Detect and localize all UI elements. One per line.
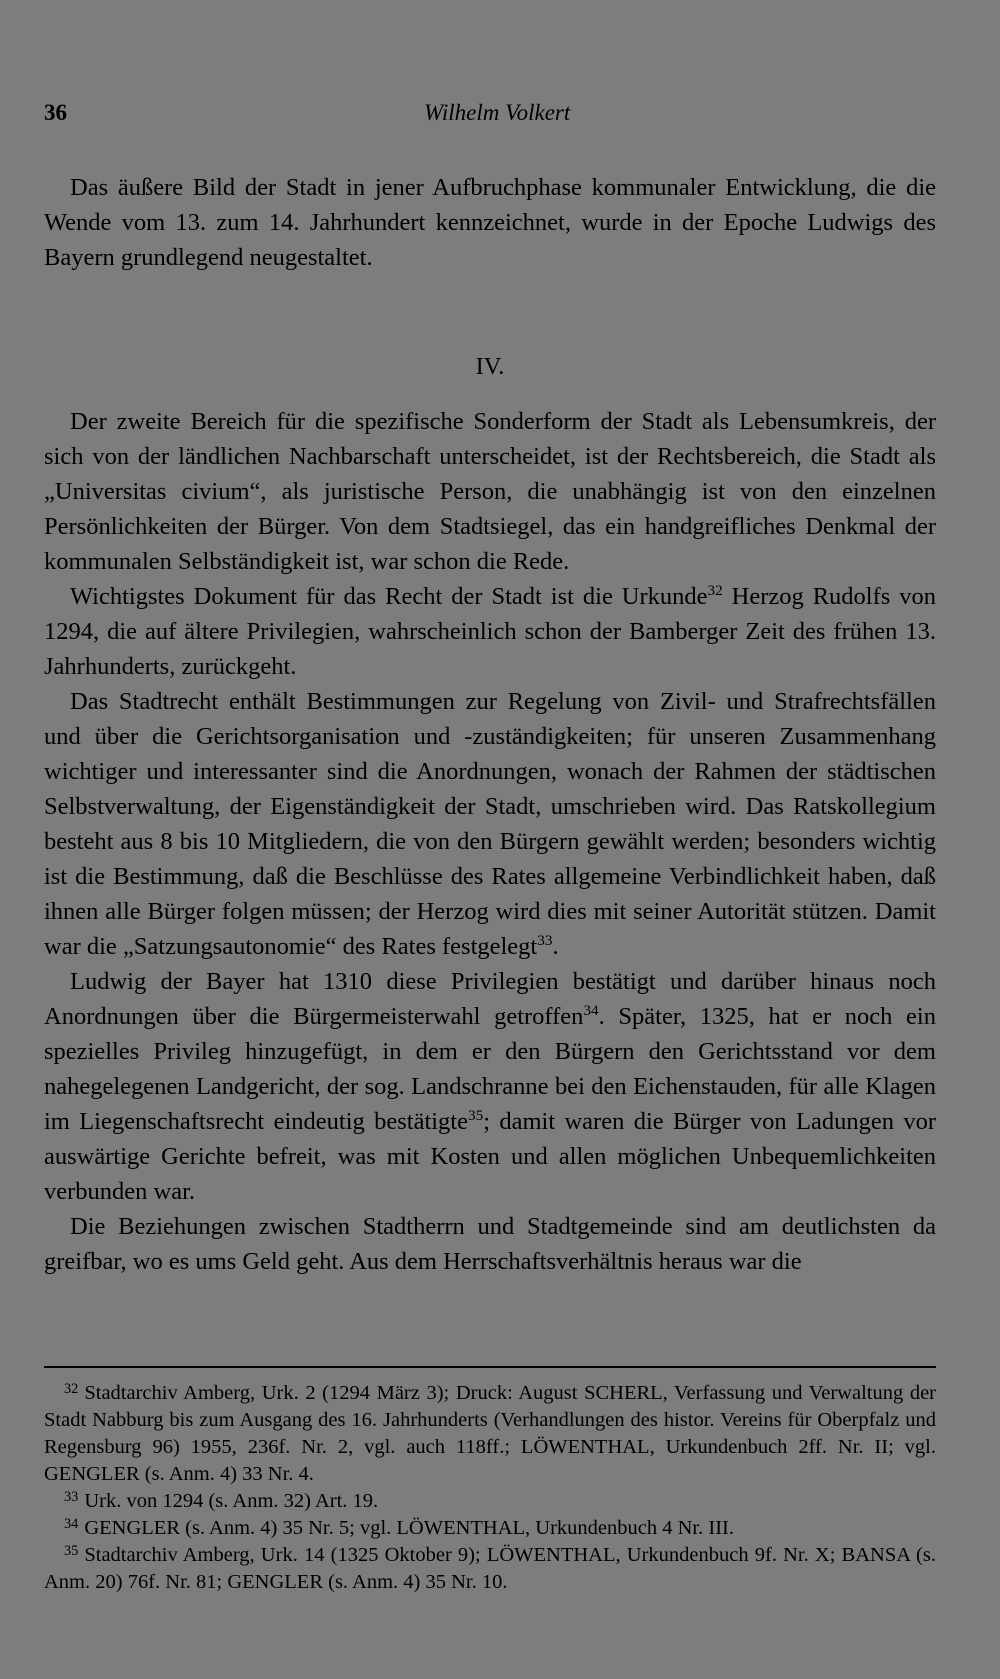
footnote-text: Urk. von 1294 (s. Anm. 32) Art. 19. xyxy=(84,1490,379,1512)
paragraph-3-text-a: Das Stadtrecht enthält Bestimmungen zur Regelung von Zivil- und Strafrechtsfällen und über die Gerichtsorganisation und -zuständigkeiten; für unseren Zusammenhang wichtiger und interessanter sind die Anordnungen, wonach der Rahmen der städtischen Selbstverwaltung, der Eigenständigkeit der Stadt, umschrieben wird. Das Ratskollegium besteht aus 8 bis 10 Mitgliedern, die von den Bürgern gewählt werden; besonders wichtig ist die Bestimmung, daß die Beschlüsse des Rates allgemeine Verbindlichkeit haben, daß ihnen alle Bürger folgen müssen; der Herzog wird dies mit seiner Autorität stützen. Damit war die „Satzungsautonomie“ des Rates festgelegt xyxy=(44,688,936,960)
section-heading: IV. xyxy=(475,353,505,380)
paragraph-2 xyxy=(44,579,936,684)
paragraph-4 xyxy=(44,964,936,1209)
footnotes xyxy=(44,1380,936,1596)
paragraph-1: Der zweite Bereich für die spezifische Sonderform der Stadt als Lebensumkreis, der sich von der ländlichen Nachbarschaft unterscheidet, ist der Rechtsbereich, die Stadt als „Universitas civium“, als juristische Person, die unabhängig ist von den einzelnen Persönlichkeiten der Bürger. Von dem Stadtsiegel, das ein handgreifliches Denkmal der kommunalen Selbständigkeit ist, war schon die Rede. xyxy=(44,408,936,575)
footnote-number: 32 xyxy=(64,1380,79,1397)
footnote xyxy=(44,1380,936,1488)
paragraph-5: Die Beziehungen zwischen Stadtherrn und Stadtgemeinde sind am deutlichsten da greifbar, wo es ums Geld geht. Aus dem Herrschaftsverhältnis heraus war die xyxy=(44,1213,936,1275)
footnote-text: Stadtarchiv Amberg, Urk. 2 (1294 März 3); Druck: August SCHERL, Verfassung und Verwaltung der Stadt Nabburg bis zum Ausgang des 16. Jahrhunderts (Verhandlungen des histor. Vereins für Oberpfalz und Regensburg 96) 1955, 236f. Nr. 2, vgl. auch 118ff.; LÖWENTHAL, Urkundenbuch 2ff. Nr. II; vgl. GENGLER (s. Anm. 4) 33 Nr. 4. xyxy=(44,1382,936,1485)
footnote-ref-35: 35 xyxy=(468,1106,484,1124)
paragraph-3-text-b: . xyxy=(552,933,559,960)
main-text xyxy=(44,170,936,1279)
paragraph-3 xyxy=(44,684,936,964)
paragraph-2-text-b: Herzog Rudolfs von 1294, die auf ältere Privilegien, wahrscheinlich schon der Bamberger Zeit des frühen 13. Jahrhunderts, zurückgeht. xyxy=(44,583,936,680)
intro-paragraph: Das äußere Bild der Stadt in jener Aufbruchphase kommunaler Entwicklung, die die Wende vom 13. zum 14. Jahrhundert kennzeichnet, wurde in der Epoche Ludwigs des Bayern grundlegend neugestaltet. xyxy=(44,174,936,271)
paragraph-4-text-b: . Später, 1325, hat er noch ein spezielles Privileg hinzugefügt, in dem er den Bürgern den Gerichtsstand vor dem nahegelegenen Landgericht, der sog. Landschranne bei den Eichenstauden, für alle Klagen im Liegenschaftsrecht eindeutig bestätigte xyxy=(44,1003,936,1135)
footnote-ref-34: 34 xyxy=(583,1001,599,1019)
footnote xyxy=(44,1542,936,1596)
footnote-divider xyxy=(44,1366,936,1368)
footnote xyxy=(44,1488,936,1515)
paragraph-2-text-a: Wichtigstes Dokument für das Recht der Stadt ist die Urkunde xyxy=(70,583,708,610)
page-header xyxy=(44,100,956,134)
footnote-number: 33 xyxy=(64,1488,79,1505)
footnote-number: 34 xyxy=(64,1515,79,1532)
paragraph-4-text-a: Ludwig der Bayer hat 1310 diese Privilegien bestätigt und darüber hinaus noch Anordnungen über die Bürgermeisterwahl getroffen xyxy=(44,968,936,1030)
page-number: 36 xyxy=(44,100,67,125)
running-head: Wilhelm Volkert xyxy=(424,100,571,125)
footnote xyxy=(44,1515,936,1542)
footnote-text: GENGLER (s. Anm. 4) 35 Nr. 5; vgl. LÖWENTHAL, Urkundenbuch 4 Nr. III. xyxy=(84,1517,734,1539)
paragraph-4-text-c: ; damit waren die Bürger von Ladungen vor auswärtige Gerichte befreit, was mit Kosten und allen möglichen Unbequemlichkeiten verbunden war. xyxy=(44,1108,936,1205)
footnote-number: 35 xyxy=(64,1542,79,1559)
footnote-ref-32: 32 xyxy=(707,581,723,599)
footnote-text: Stadtarchiv Amberg, Urk. 14 (1325 Oktober 9); LÖWENTHAL, Urkundenbuch 9f. Nr. X; BANSA (s. Anm. 20) 76f. Nr. 81; GENGLER (s. Anm. 4) 35 Nr. 10. xyxy=(44,1544,936,1593)
footnote-ref-33: 33 xyxy=(537,931,553,949)
